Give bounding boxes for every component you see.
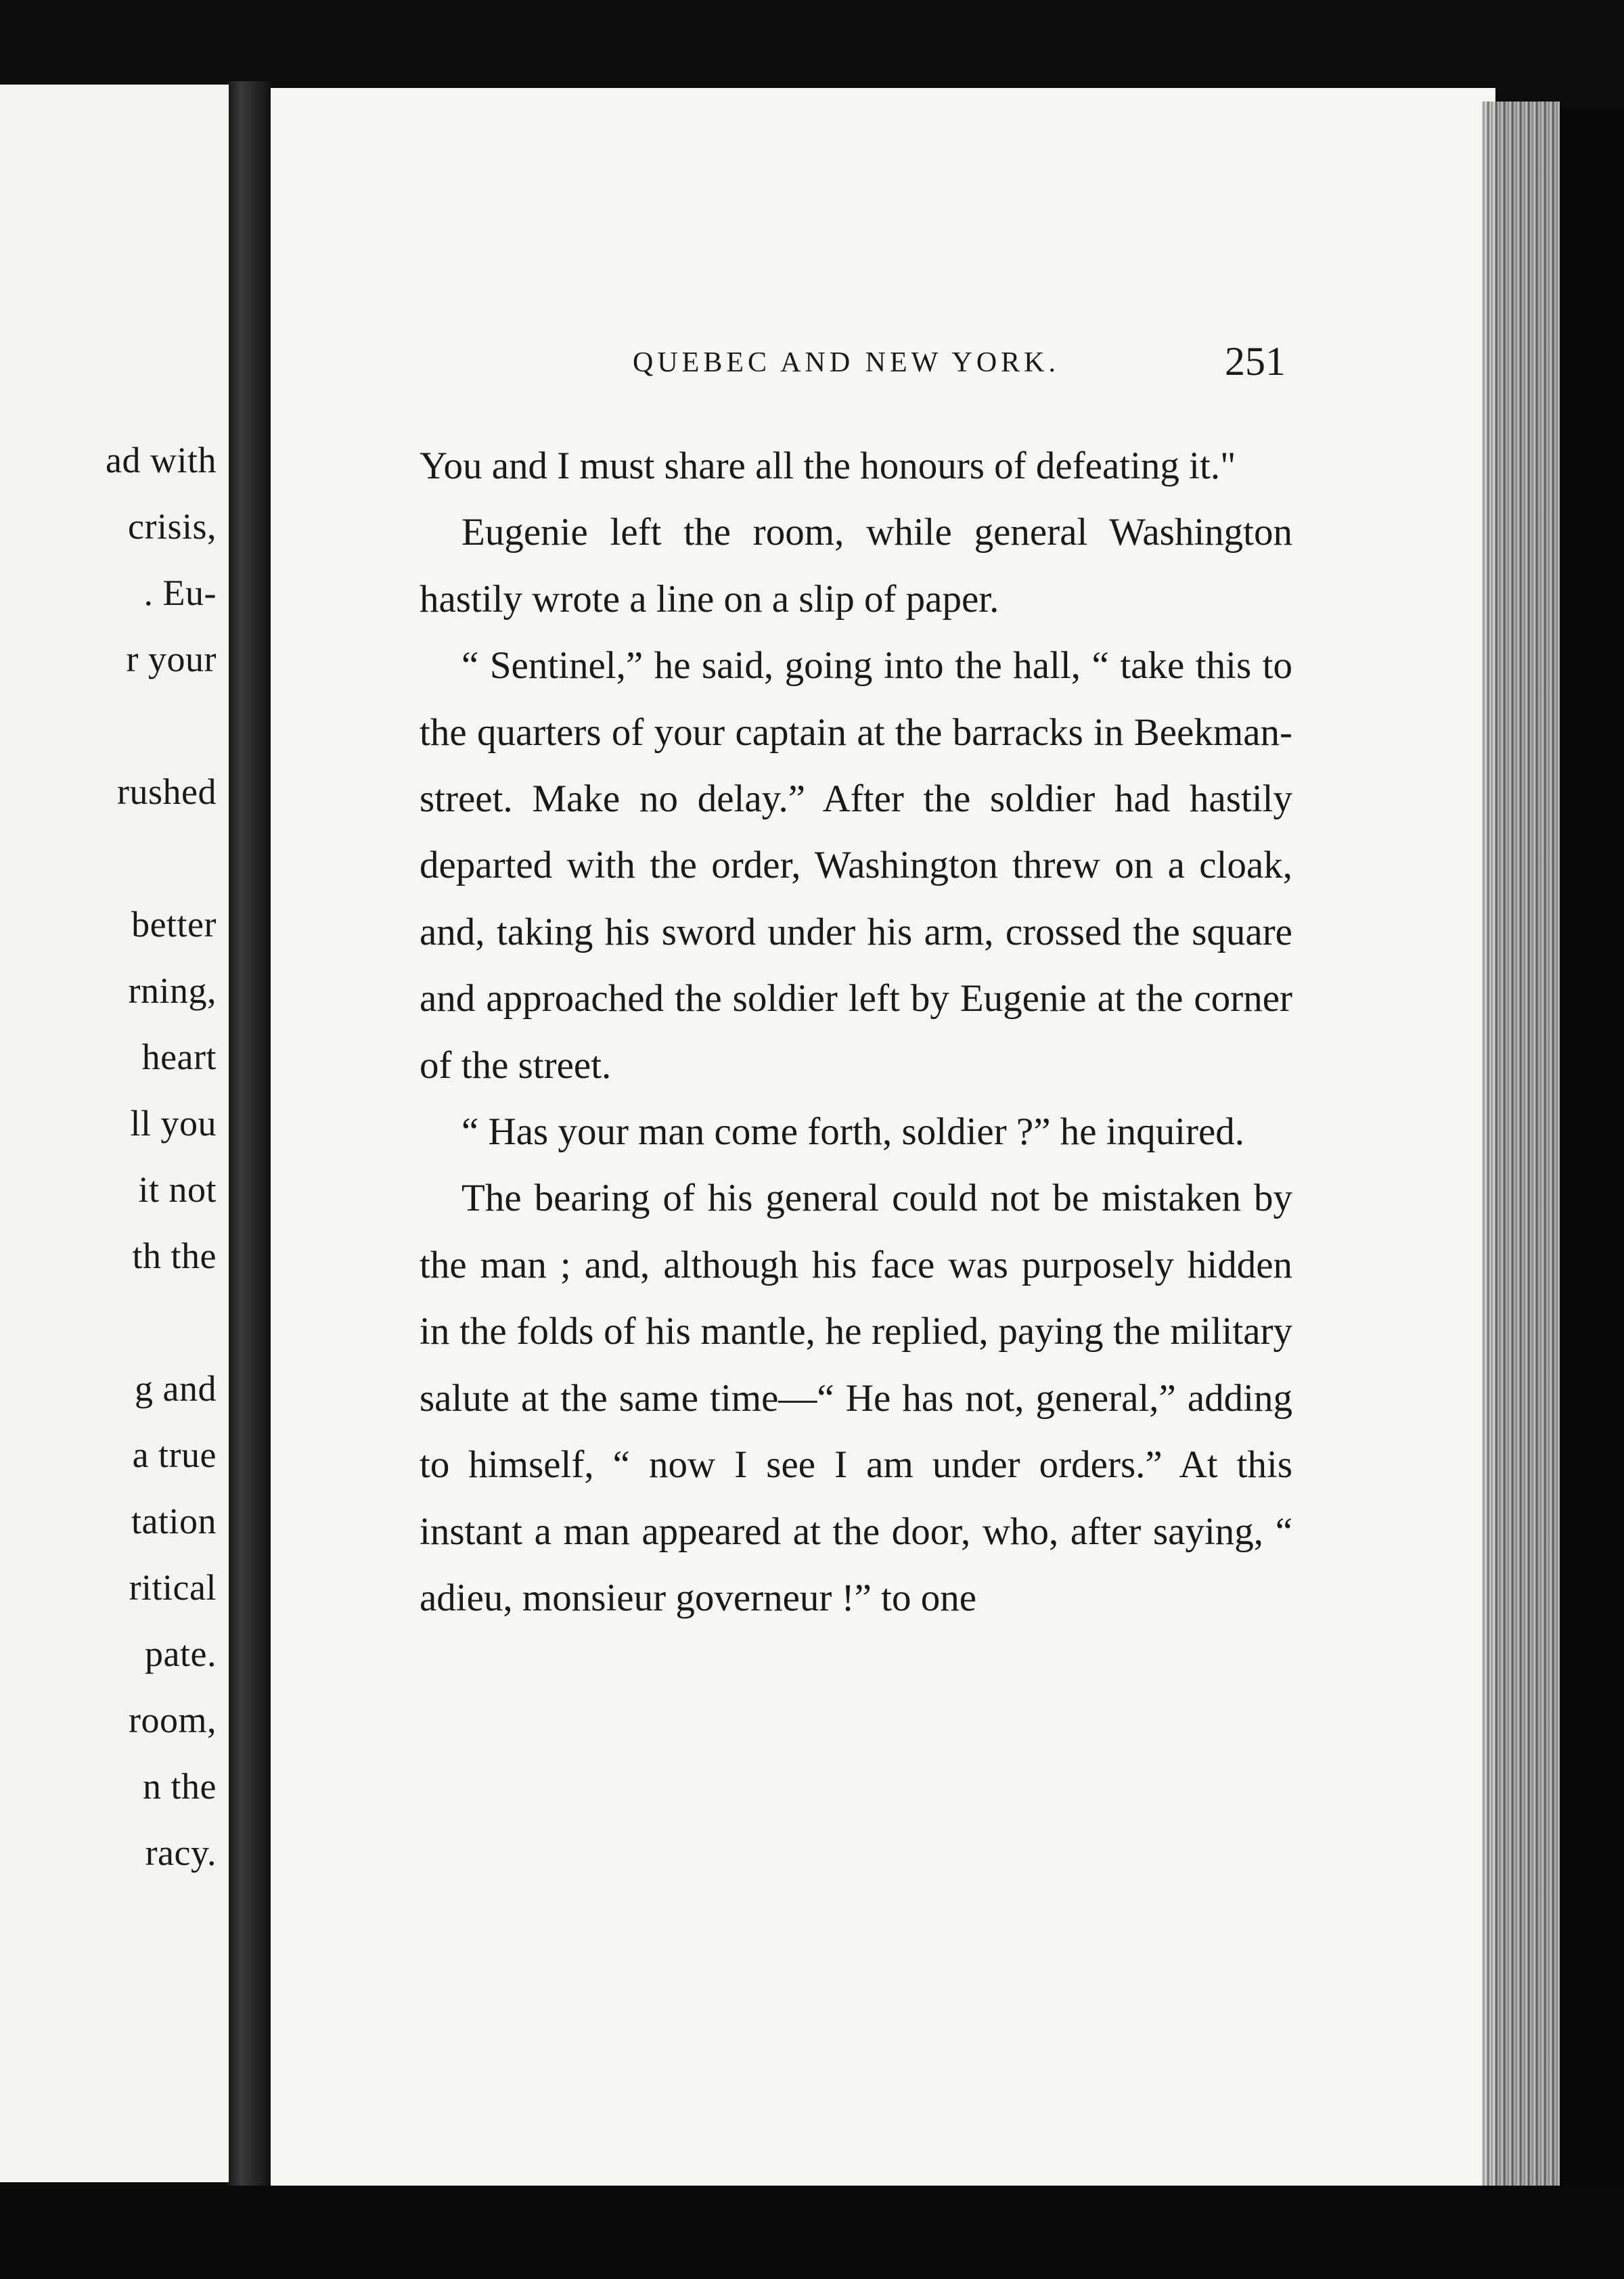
scan-background xyxy=(0,2186,1624,2279)
paragraph: You and I must share all the honours of defeating it." xyxy=(420,445,1236,487)
left-line-fragment: n the xyxy=(143,1766,217,1807)
left-page xyxy=(0,85,233,2182)
left-line-fragment: th the xyxy=(132,1236,217,1276)
left-line-fragment: rushed xyxy=(117,771,217,812)
left-line-fragment: racy. xyxy=(145,1832,217,1873)
left-line-fragment: g and xyxy=(135,1368,217,1409)
left-line-fragment: tation xyxy=(131,1501,217,1541)
left-line-fragment: pate. xyxy=(145,1633,217,1674)
running-head xyxy=(365,338,1286,386)
left-line-fragment: crisis, xyxy=(128,506,217,547)
left-line-fragment: heart xyxy=(141,1037,217,1077)
left-line-fragment: it not xyxy=(138,1169,217,1210)
left-line-fragment: . Eu- xyxy=(143,572,217,613)
paragraph: “ Has your man come forth, soldier ?” he inquired. xyxy=(461,1110,1245,1154)
left-line-fragment: better xyxy=(131,904,217,945)
left-line-fragment: ll you xyxy=(130,1103,217,1144)
paragraph: “ Sentinel,” he said, going into the hall, “ take this to the quarters of your captain at the barracks in Beekman-street. Make no delay.” After the soldier had hastily departed with the order, Washington threw on a cloak, and, taking his sword under his arm, crossed the square and approached the soldier left by Eugenie at the corner of the street. xyxy=(420,644,1292,1087)
page-number: 251 xyxy=(1225,339,1286,384)
running-title: QUEBEC AND NEW YORK. xyxy=(633,347,1060,378)
left-line-fragment: room, xyxy=(129,1700,217,1740)
body-text xyxy=(420,433,1292,1631)
paragraph: The bearing of his general could not be mistaken by the man ; and, although his face was purposely hidden in the folds of his mantle, he replied, paying the military salute at the same time—“ He has not, general,” adding to himself, “ now I see I am under orders.” At this instant a man appeared at the door, who, after saying, “ adieu, monsieur governeur !” to one xyxy=(420,1177,1292,1619)
left-line-fragment: ritical xyxy=(129,1567,217,1608)
left-line-fragment: ad with xyxy=(106,440,217,480)
paragraph: Eugenie left the room, while general Washington hastily wrote a line on a slip of paper. xyxy=(420,511,1292,620)
page-edges xyxy=(1482,101,1560,2209)
left-line-fragment: a true xyxy=(132,1435,217,1475)
book-cover-edge xyxy=(1560,108,1624,2274)
left-line-fragment: r your xyxy=(126,639,217,679)
book-gutter xyxy=(229,81,271,2199)
left-line-fragment: rning, xyxy=(128,970,217,1011)
